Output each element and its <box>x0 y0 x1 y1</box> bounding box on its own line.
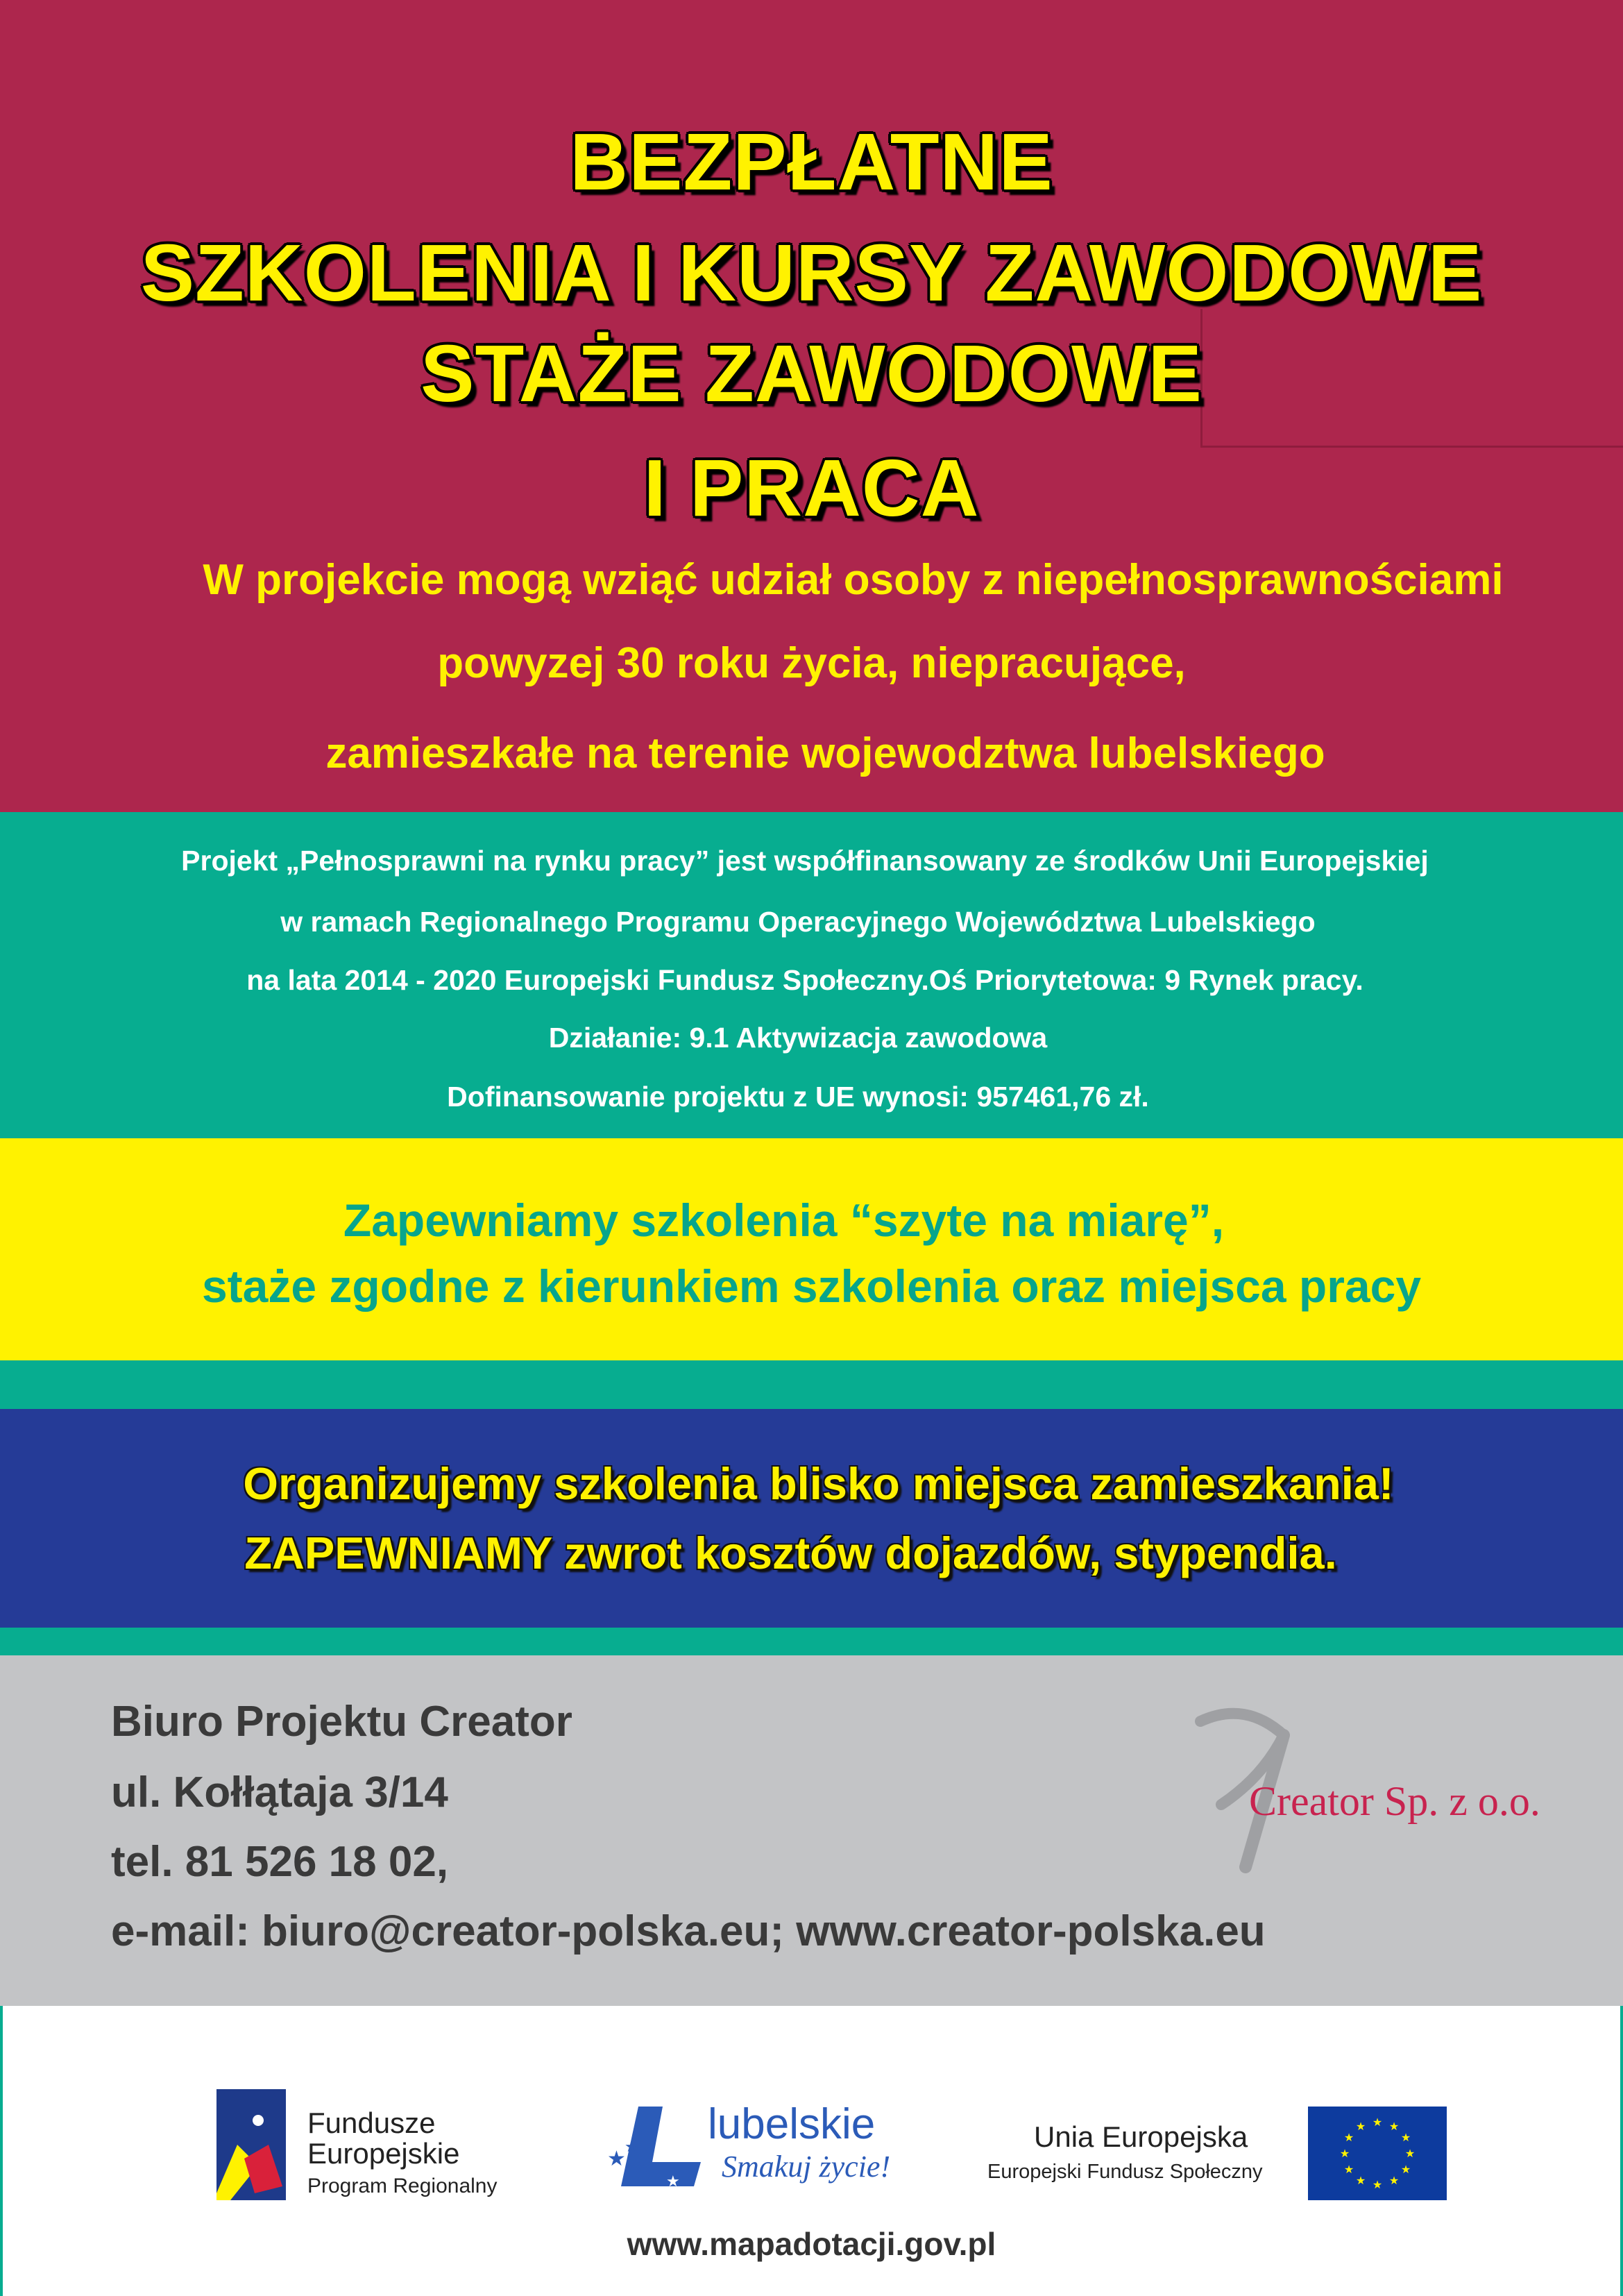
fundusze-europejskie-icon <box>216 2089 286 2200</box>
offer-line-1: Zapewniamy szkolenia “szyte na miarę”, <box>343 1195 1225 1246</box>
funding-line-5: Dofinansowanie projektu z UE wynosi: 957461,76 zł. <box>447 1081 1149 1113</box>
divider-strip <box>0 1360 1623 1409</box>
creator-company-name: Creator Sp. z o.o. <box>1249 1778 1540 1824</box>
ue-line-2: Europejski Fundusz Społeczny <box>987 2161 1263 2183</box>
svg-text:★: ★ <box>1388 2120 1400 2133</box>
fe-line-2: Europejskie <box>307 2137 460 2170</box>
svg-text:★: ★ <box>1343 2163 1354 2176</box>
office-phone: tel. 81 526 18 02, <box>111 1838 449 1886</box>
svg-text:★: ★ <box>1388 2174 1400 2187</box>
funding-line-3: na lata 2014 - 2020 Europejski Fundusz Społeczny.Oś Priorytetowa: 9 Rynek pracy. <box>246 964 1363 996</box>
svg-text:★: ★ <box>1372 2116 1383 2129</box>
funding-line-4: Działanie: 9.1 Aktywizacja zawodowa <box>548 1022 1048 1054</box>
headline-line-1: BEZPŁATNE <box>570 117 1053 207</box>
eu-flag-icon <box>1308 2107 1447 2200</box>
svg-text:★: ★ <box>1343 2131 1354 2144</box>
footer-website-link[interactable]: www.mapadotacji.gov.pl <box>627 2226 996 2262</box>
svg-text:★: ★ <box>1372 2178 1383 2191</box>
fe-line-1: Fundusze <box>307 2107 436 2139</box>
headline-line-2: SZKOLENIA I KURSY ZAWODOWE <box>140 228 1483 318</box>
headline-line-3: STAŻE ZAWODOWE <box>420 328 1203 419</box>
funding-section <box>0 812 1623 1138</box>
svg-text:★: ★ <box>1355 2120 1366 2133</box>
funding-line-1: Projekt „Pełnosprawni na rynku pracy” jest współfinansowany ze środków Unii Europejskiej <box>181 845 1429 877</box>
svg-text:★: ★ <box>666 2173 680 2191</box>
svg-text:★: ★ <box>1400 2131 1411 2144</box>
office-address: ul. Kołłątaja 3/14 <box>111 1769 448 1816</box>
eligibility-line-2: powyzej 30 roku życia, niepracujące, <box>437 639 1186 687</box>
lubelskie-icon <box>597 2103 708 2193</box>
headline-line-4: I PRACA <box>643 443 980 533</box>
svg-text:★: ★ <box>624 2138 638 2156</box>
benefits-line-2: ZAPEWNIAMY zwrot kosztów dojazdów, stypendia. <box>244 1528 1337 1578</box>
eligibility-line-3: zamieszkałe na terenie wojewodztwa lubelskiego <box>325 729 1325 777</box>
benefits-line-1: Organizujemy szkolenia blisko miejsca zamieszkania! <box>243 1458 1394 1509</box>
svg-text:★: ★ <box>1400 2163 1411 2176</box>
eligibility-line-1: W projekcie mogą wziąć udział osoby z niepełnosprawnościami <box>203 556 1504 604</box>
fe-line-3: Program Regionalny <box>307 2175 498 2197</box>
lubelskie-slogan: Smakuj życie! <box>722 2150 891 2184</box>
svg-text:★: ★ <box>607 2147 626 2171</box>
offer-section <box>0 1138 1623 1360</box>
benefits-section <box>0 1409 1623 1628</box>
ue-line-1: Unia Europejska <box>1034 2120 1248 2153</box>
office-email-web[interactable]: e-mail: biuro@creator-polska.eu; www.creator-polska.eu <box>111 1907 1266 1955</box>
lubelskie-name: lubelskie <box>708 2100 876 2148</box>
funding-line-2: w ramach Regionalnego Programu Operacyjnego Województwa Lubelskiego <box>280 906 1316 938</box>
svg-text:★: ★ <box>1404 2147 1416 2160</box>
svg-text:★: ★ <box>1355 2174 1366 2187</box>
offer-line-2: staże zgodne z kierunkiem szkolenia oraz miejsca pracy <box>201 1260 1422 1312</box>
office-name: Biuro Projektu Creator <box>111 1698 572 1746</box>
headline-section <box>0 0 1623 812</box>
svg-text:★: ★ <box>1339 2147 1350 2160</box>
divider-strip-2 <box>0 1628 1623 1655</box>
